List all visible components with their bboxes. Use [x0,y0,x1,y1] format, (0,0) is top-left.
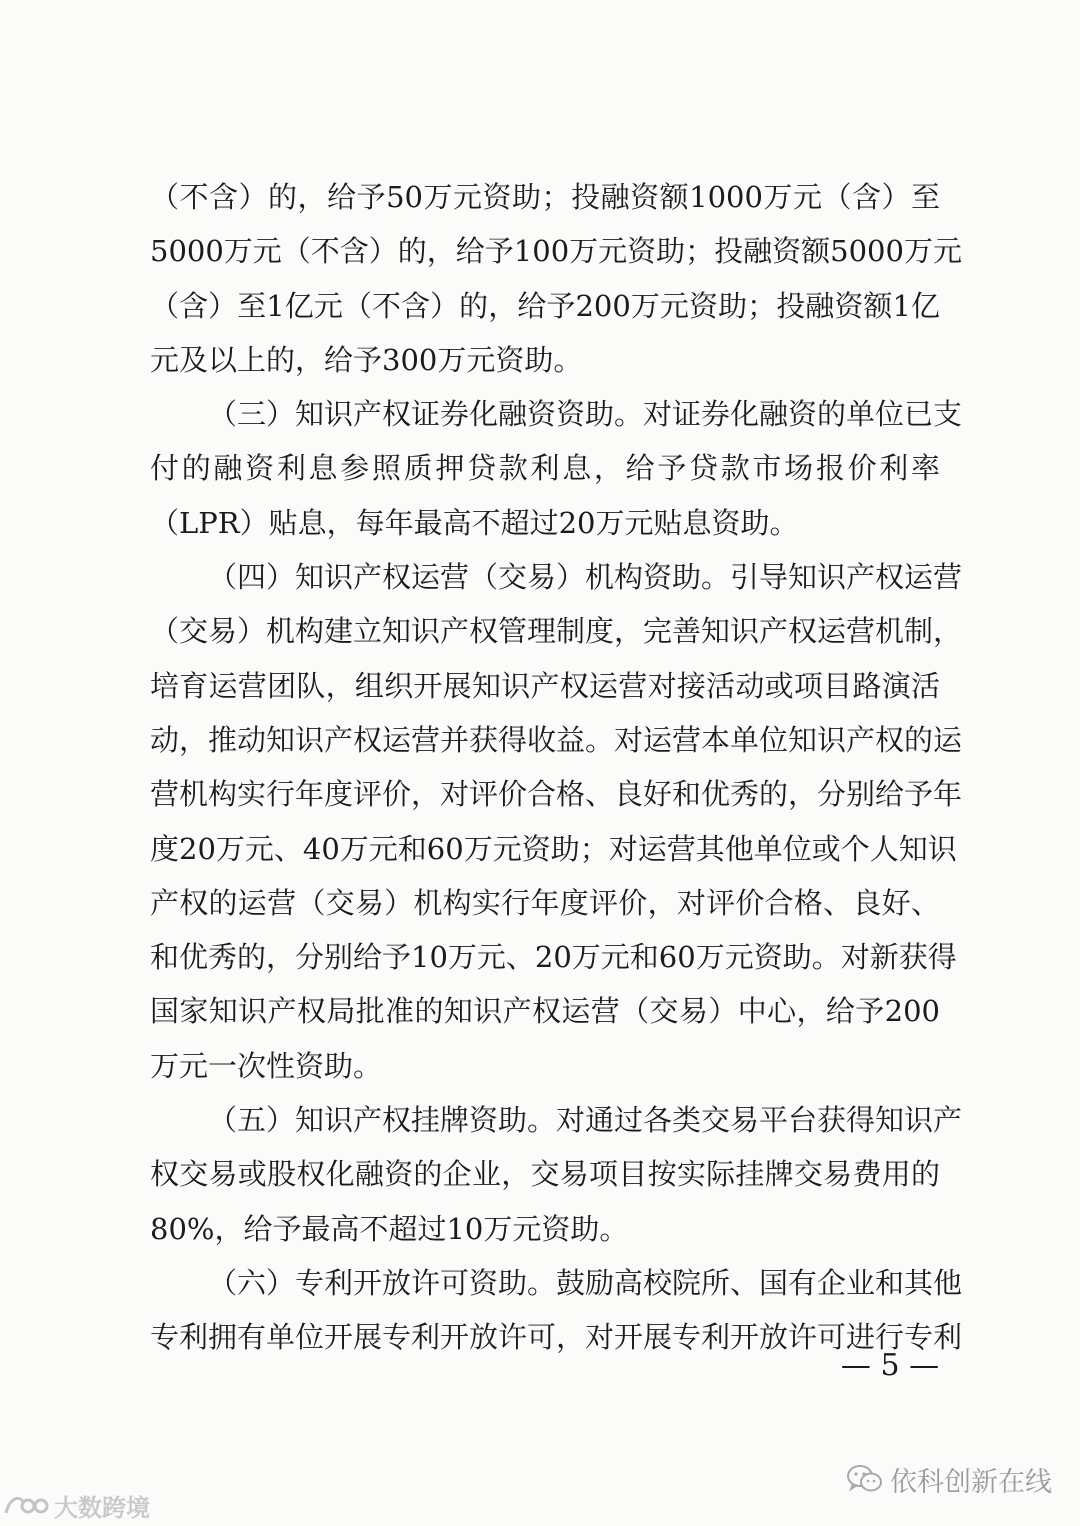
text-line: 元及以上的，给予300万元资助。 [150,342,583,377]
watermark-left-text: 大数跨境 [54,1493,150,1522]
text-line: 万元一次性资助。 [150,1048,383,1083]
text-line: 培育运营团队，组织开展知识产权运营对接活动或项目路演活 [150,668,940,703]
watermark-right-text: 依科创新在线 [890,1466,1052,1498]
text-line: 5000万元（不含）的，给予100万元资助；投融资额5000万元 [150,234,962,269]
text-line: （LPR）贴息，每年最高不超过20万元贴息资助。 [150,505,799,540]
text-line: （不含）的，给予50万元资助；投融资额1000万元（含）至 [150,180,940,214]
text-line: 80%，给予最高不超过10万元资助。 [150,1211,629,1246]
paragraph-heading-line: （六）专利开放许可资助。鼓励高校院所、国有企业和其他 [208,1265,963,1300]
text-line: 付的融资利息参照质押贷款利息，给予贷款市场报价利率 [150,451,940,486]
watermark-logo [2,1488,150,1522]
paragraph-heading-line: （三）知识产权证券化融资资助。对证券化融资的单位已支 [208,397,963,432]
text-line: 营机构实行年度评价，对评价合格、良好和优秀的，分别给予年 [150,777,963,812]
logo-icon [2,1491,50,1519]
text-line: 动，推动知识产权运营并获得收益。对运营本单位知识产权的运 [150,722,963,757]
paragraph-heading-line: （五）知识产权挂牌资助。对通过各类交易平台获得知识产 [208,1103,963,1138]
text-line: 国家知识产权局批准的知识产权运营（交易）中心，给予200 [150,994,940,1029]
text-line: 和优秀的，分别给予10万元、20万元和60万元资助。对新获得 [150,940,957,975]
wechat-icon [846,1464,884,1494]
text-line: （含）至1亿元（不含）的，给予200万元资助；投融资额1亿 [150,288,940,323]
page-number: — 5 — [840,1348,940,1383]
text-line: （交易）机构建立知识产权管理制度，完善知识产权运营机制， [150,614,963,649]
text-line: 产权的运营（交易）机构实行年度评价，对评价合格、良好、 [150,885,940,920]
watermark-wechat [846,1457,1052,1501]
text-line: 权交易或股权化融资的企业，交易项目按实际挂牌交易费用的 [150,1157,940,1192]
text-line: 度20万元、40万元和60万元资助；对运营其他单位或个人知识 [150,831,957,866]
text-line: 专利拥有单位开展专利开放许可，对开展专利开放许可进行专利 [150,1320,963,1355]
document-body [150,170,963,1365]
paragraph-heading-line: （四）知识产权运营（交易）机构资助。引导知识产权运营 [208,560,963,595]
